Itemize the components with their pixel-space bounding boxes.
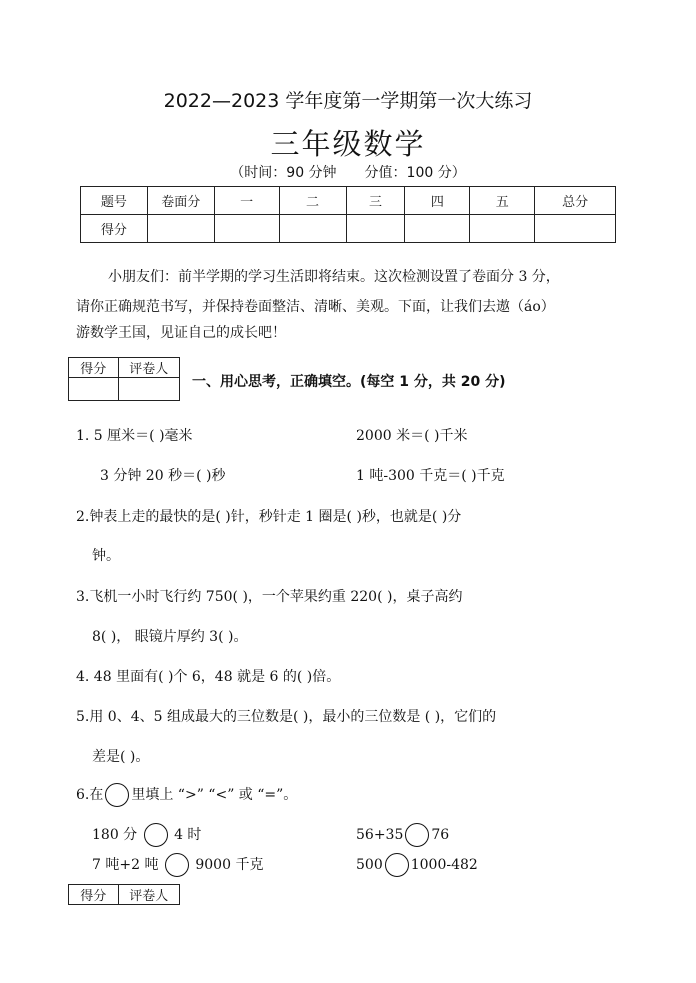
score-cell[interactable]: [214, 215, 279, 243]
score-table-header-row: [81, 187, 616, 215]
compare-answer-circle[interactable]: [405, 823, 429, 847]
grader-score-label: 得分: [69, 885, 119, 905]
header-cell: 四: [405, 187, 470, 215]
compare-left: 7 吨+2 吨: [92, 857, 159, 873]
grader-name-label: 评卷人: [118, 885, 179, 905]
row-label: 得分: [81, 215, 148, 243]
header-cell: 卷面分: [147, 187, 214, 215]
exam-info: [0, 162, 696, 182]
score-table-score-row: [81, 215, 616, 243]
header-cell: 五: [470, 187, 535, 215]
grader-score-label: 得分: [69, 358, 119, 378]
q5-line-2: 差是( )。: [92, 749, 150, 765]
q1-part-c: 3 分钟 20 秒＝( )秒: [100, 468, 226, 484]
score-cell[interactable]: [405, 215, 470, 243]
q1-part-a: 1. 5 厘米＝( )毫米: [76, 428, 193, 444]
compare-answer-circle[interactable]: [165, 853, 189, 877]
compare-left: 56+35: [356, 827, 404, 843]
exam-title: 2022—2023 学年度第一学期第一次大练习: [163, 90, 533, 112]
subject-title: 三年级数学: [270, 127, 426, 161]
score-cell[interactable]: [346, 215, 405, 243]
compare-answer-circle[interactable]: [385, 853, 409, 877]
score-cell[interactable]: [470, 215, 535, 243]
header-cell: 三: [346, 187, 405, 215]
q3-line-1: 3.飞机一小时飞行约 750( )，一个苹果约重 220( )，桌子高约: [76, 589, 463, 605]
q3-line-2: 8( )， 眼镜片厚约 3( )。: [92, 629, 248, 645]
q6-prefix: 6.在: [76, 787, 104, 803]
grader-box-1: [68, 357, 180, 401]
score-cell[interactable]: [535, 215, 616, 243]
q6-instruction: [76, 783, 297, 807]
intro-line-3: 游数学王国，见证自己的成长吧！: [76, 325, 286, 341]
compare-circle-icon: [105, 783, 129, 807]
section-1-title: 一、用心思考，正确填空。(每空 1 分，共 20 分): [192, 374, 506, 390]
q1-part-d: 1 吨-300 千克＝( )千克: [356, 468, 505, 484]
compare-answer-circle[interactable]: [144, 823, 168, 847]
compare-right: 1000-482: [410, 857, 478, 873]
grader-score-cell[interactable]: [69, 378, 119, 401]
score-cell[interactable]: [279, 215, 346, 243]
q2-line-2: 钟。: [92, 548, 120, 564]
compare-left: 500: [356, 857, 383, 873]
compare-right: 4 时: [174, 827, 202, 843]
compare-item-2: [356, 823, 449, 847]
score-cell[interactable]: [147, 215, 214, 243]
compare-right: 76: [431, 827, 450, 843]
compare-item-3: [92, 853, 263, 877]
intro-line-1: 小朋友们：前半学期的学习生活即将结束。这次检测设置了卷面分 3 分，: [108, 269, 560, 285]
score-info: 分值：100 分）: [364, 165, 466, 181]
header-cell: 题号: [81, 187, 148, 215]
q1-part-b: 2000 米＝( )千米: [356, 428, 468, 444]
grader-name-label: 评卷人: [118, 358, 179, 378]
q6-suffix: 里填上 “>” “<” 或 “=”。: [131, 787, 298, 803]
header-cell: 总分: [535, 187, 616, 215]
q2-line-1: 2.钟表上走的最快的是( )针，秒针走 1 圈是( )秒，也就是( )分: [76, 509, 462, 525]
intro-line-2: 请你正确规范书写，并保持卷面整洁、清晰、美观。下面，让我们去遨（áo）: [76, 299, 555, 315]
compare-right: 9000 千克: [195, 857, 264, 873]
q5-line-1: 5.用 0、4、5 组成最大的三位数是( )，最小的三位数是 ( )，它们的: [76, 709, 497, 725]
compare-left: 180 分: [92, 827, 138, 843]
grader-name-cell[interactable]: [118, 378, 179, 401]
compare-item-4: [356, 853, 478, 877]
q4: 4. 48 里面有( )个 6，48 就是 6 的( )倍。: [76, 669, 341, 685]
time-info: （时间：90 分钟: [230, 165, 337, 181]
header-cell: 一: [214, 187, 279, 215]
score-table: [80, 186, 616, 243]
grader-box-2: [68, 884, 180, 905]
compare-item-1: [92, 823, 201, 847]
header-cell: 二: [279, 187, 346, 215]
